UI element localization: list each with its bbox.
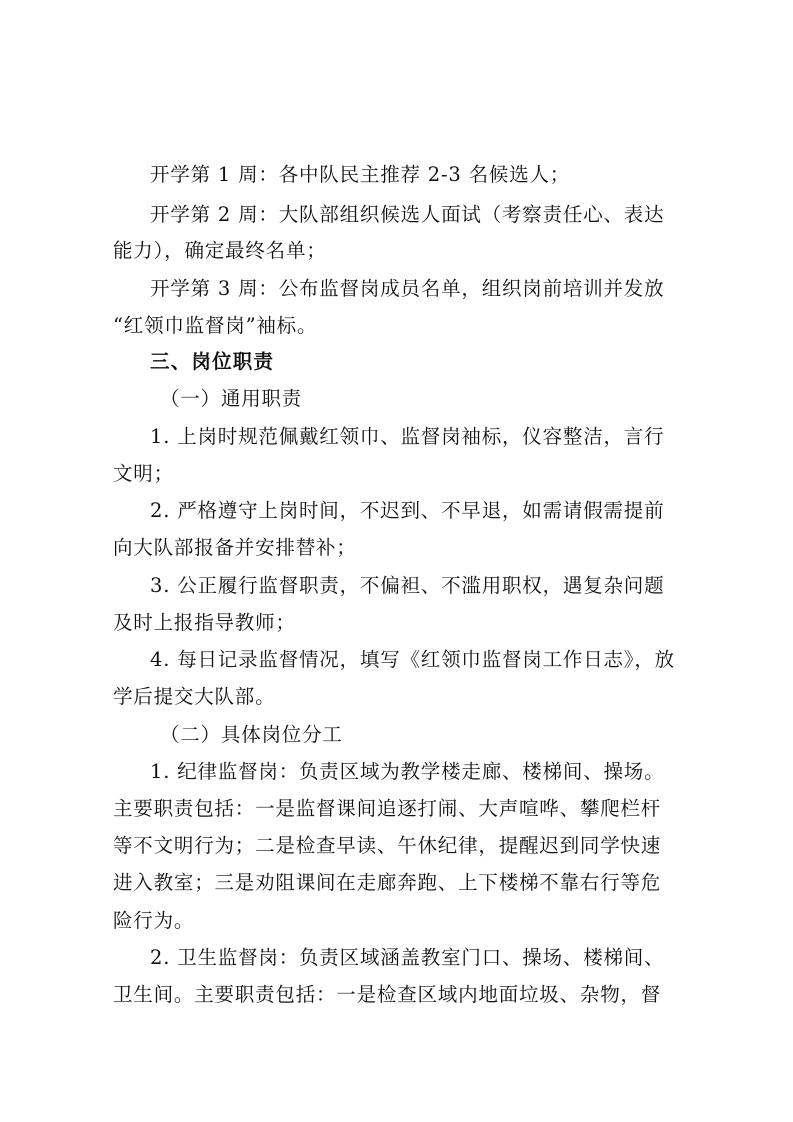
subsection-general-duties: （一）通用职责 [160, 387, 303, 410]
general-duty-3: 3. 公正履行监督职责，不偏袒、不滥用职权，遇复杂问题 [150, 574, 665, 597]
discipline-post-line-3: 等不文明行为；二是检查早读、午休纪律，提醒迟到同学快速 [113, 834, 662, 857]
general-duty-2: 2. 严格遵守上岗时间，不迟到、不早退，如需请假需提前 [150, 499, 665, 522]
schedule-week-1: 开学第 1 周：各中队民主推荐 2-3 名候选人； [150, 163, 571, 186]
general-duty-4: 4. 每日记录监督情况，填写《红领巾监督岗工作日志》，放 [150, 648, 675, 671]
discipline-post: 1. 纪律监督岗：负责区域为教学楼走廊、楼梯间、操场。 [150, 760, 665, 783]
general-duty-1: 1. 上岗时规范佩戴红领巾、监督岗袖标，仪容整洁，言行 [150, 425, 665, 448]
subsection-specific-duties: （二）具体岗位分工 [160, 723, 343, 746]
hygiene-post: 2. 卫生监督岗：负责区域涵盖教室门口、操场、楼梯间、 [150, 946, 665, 969]
discipline-post-line-5: 险行为。 [113, 909, 195, 932]
general-duty-2-cont: 向大队部报备并安排替补； [113, 536, 357, 559]
section-heading-duties: 三、岗位职责 [150, 350, 275, 373]
schedule-week-3-cont: “红领巾监督岗”袖标。 [113, 314, 318, 337]
schedule-week-2-cont: 能力），确定最终名单； [113, 239, 327, 262]
general-duty-1-cont: 文明； [113, 462, 174, 485]
discipline-post-line-4: 进入教室；三是劝阻课间在走廊奔跑、上下楼梯不靠右行等危 [113, 871, 662, 894]
discipline-post-line-2: 主要职责包括：一是监督课间追逐打闹、大声喧哗、攀爬栏杆 [113, 797, 662, 820]
general-duty-4-cont: 学后提交大队部。 [113, 685, 276, 708]
general-duty-3-cont: 及时上报指导教师； [113, 611, 296, 634]
hygiene-post-line-2: 卫生间。主要职责包括：一是检查区域内地面垃圾、杂物，督 [113, 983, 662, 1006]
schedule-week-2: 开学第 2 周：大队部组织候选人面试（考察责任心、表达 [150, 203, 665, 226]
schedule-week-3: 开学第 3 周：公布监督岗成员名单，组织岗前培训并发放 [150, 277, 665, 300]
